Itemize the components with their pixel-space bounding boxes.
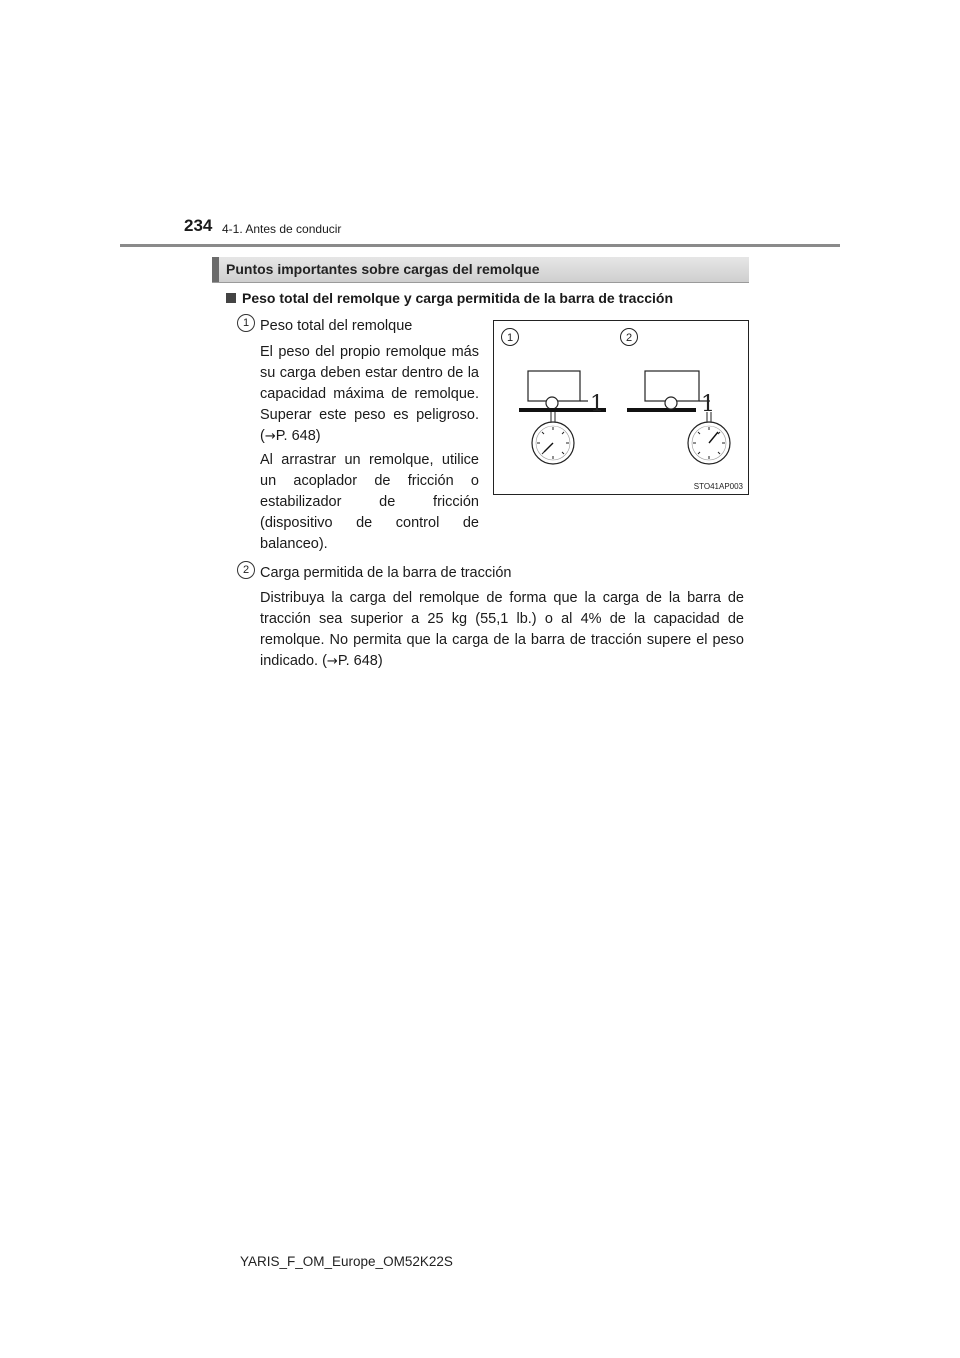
header-rule bbox=[120, 244, 840, 247]
page-reference: P. 648) bbox=[337, 653, 383, 669]
svg-text:1: 1 bbox=[590, 392, 604, 417]
item-title-1: Peso total del remolque bbox=[260, 318, 413, 334]
item-2-paragraph-text: Distribuya la carga del remolque de forma que la carga de la barra de tracción sea superior a 25 kg (55,1 lb.) o al 4% de la capacidad de remolque. No permita que la carga de la barra de tracción supere el peso indicado. ( bbox=[260, 590, 744, 669]
figure-label-1: 1 bbox=[506, 332, 514, 344]
square-bullet-icon bbox=[226, 293, 236, 303]
item-title-2: Carga permitida de la barra de tracción bbox=[260, 565, 512, 581]
figure-code: STO41AP003 bbox=[693, 482, 743, 491]
item-1-paragraph-1-text: El peso del propio remolque más su carga deben estar dentro de la capacidad máxima de remolque. Superar este peso es peligroso. ( bbox=[260, 344, 479, 444]
item-number-badge-1: 1 bbox=[237, 314, 255, 332]
svg-text:1: 1 bbox=[701, 392, 715, 417]
page-reference: P. 648) bbox=[275, 428, 321, 444]
box-title-text: Puntos importantes sobre cargas del remolque bbox=[226, 261, 540, 277]
item-1-paragraph-2: Al arrastrar un remolque, utilice un acoplador de fricción o estabilizador de fricción (dispositivo de control de balanceo). bbox=[260, 452, 479, 552]
arrow-right-icon: → bbox=[264, 429, 276, 444]
box-title-bar bbox=[212, 257, 219, 282]
subheading bbox=[226, 290, 673, 306]
tongue-load-scene bbox=[627, 371, 730, 464]
arrow-right-icon: → bbox=[326, 654, 338, 669]
section-reference: 4-1. Antes de conducir bbox=[222, 222, 342, 236]
item-number-badge-2: 2 bbox=[237, 561, 255, 579]
figure-label-2: 2 bbox=[625, 332, 633, 344]
trailer-weight-scene bbox=[519, 371, 606, 464]
footer-document-id: YARIS_F_OM_Europe_OM52K22S bbox=[240, 1254, 453, 1269]
page-number: 234 bbox=[184, 216, 213, 235]
subheading-text: Peso total del remolque y carga permitida de la barra de tracción bbox=[242, 290, 674, 306]
box-title bbox=[212, 257, 749, 283]
tow-load-diagram bbox=[494, 321, 750, 496]
item-2-paragraph bbox=[260, 588, 744, 672]
figure bbox=[493, 320, 749, 495]
item-1-paragraph-1 bbox=[260, 342, 479, 447]
